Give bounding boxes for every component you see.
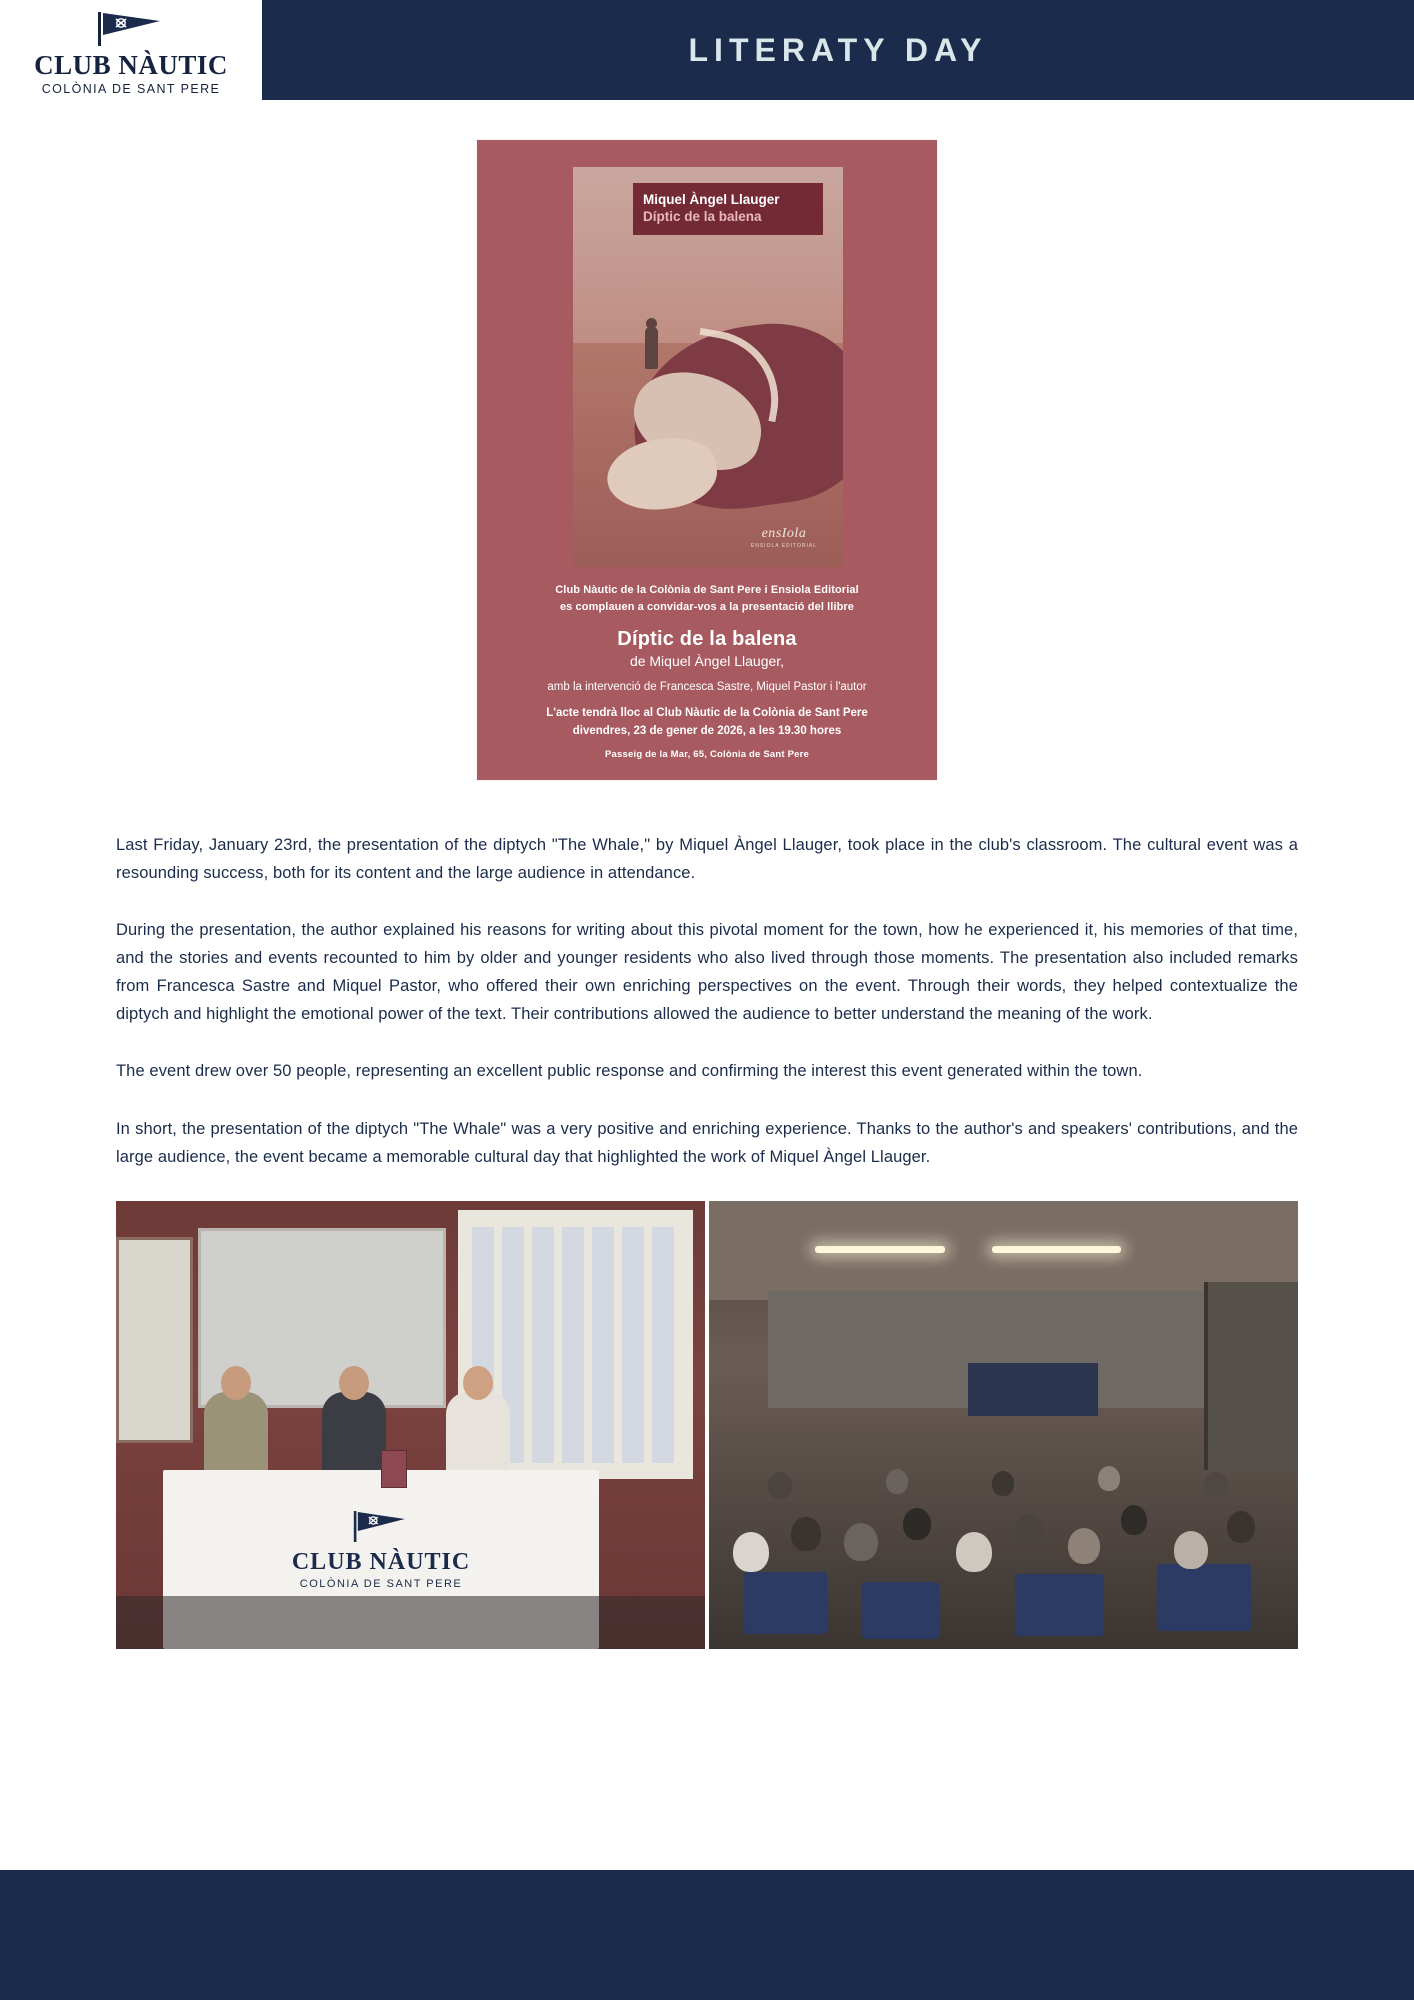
cover-book-title: Díptic de la balena bbox=[643, 209, 762, 225]
article-paragraph-1: Last Friday, January 23rd, the presentation of the diptych "The Whale," by Miquel Àngel Llauger, took place in the club's classroom. The cultural event was a resounding success, both for its content and the large audience in attendance. bbox=[116, 836, 1298, 882]
person-silhouette bbox=[645, 327, 658, 369]
header-banner bbox=[262, 0, 1414, 100]
cover-title-box bbox=[633, 183, 823, 235]
photo-audience bbox=[709, 1201, 1298, 1649]
book-cover-image bbox=[573, 167, 843, 567]
poster-address: Passeig de la Mar, 65, Colònia de Sant Pere bbox=[605, 748, 809, 760]
page-header bbox=[0, 0, 1414, 100]
poster-line-2: es complauen a convidar-vos a la presentació del llibre bbox=[559, 600, 855, 613]
imprint-small: ENSIOLA EDITORIAL bbox=[750, 543, 817, 549]
event-poster bbox=[477, 140, 937, 780]
tablecloth-burgee-icon bbox=[353, 1510, 409, 1544]
photo-left-window bbox=[116, 1237, 193, 1443]
poster-container bbox=[0, 140, 1414, 780]
burgee-pennant-icon bbox=[96, 10, 166, 48]
poster-place-line-1: L'acte tendrà lloc al Club Nàutic de la Colònia de Sant Pere bbox=[546, 707, 868, 720]
photo-left-book-on-table bbox=[381, 1450, 407, 1488]
article-paragraph-4: In short, the presentation of the diptych "The Whale" was a very positive and enriching experience. Thanks to the author's and speakers' contributions, and the large audience, the event became a memorable cultural day that highlighted the work of Miquel Àngel Llauger. bbox=[116, 1120, 1298, 1166]
club-logo bbox=[0, 0, 262, 100]
cover-author: Miquel Àngel Llauger bbox=[643, 192, 780, 207]
tablecloth-subtitle: COLÒNIA DE SANT PERE bbox=[299, 1577, 463, 1590]
article-paragraph-3: The event drew over 50 people, representing an excellent public response and confirming the interest this event generated within the town. bbox=[116, 1062, 1143, 1081]
photo-left-speaker-2 bbox=[322, 1392, 386, 1470]
article-paragraph-2: During the presentation, the author explained his reasons for writing about this pivotal moment for the town, how he experienced it, his memories of that time, and the stories and events recounted to him by older and younger residents who also lived through those moments. The presentation also included remarks from Francesca Sastre and Miquel Pastor, who offered their own enriching perspectives on the event. Through their words, they helped contextualize the diptych and highlight the emotional power of the text. Their contributions allowed the audience to better understand the meaning of the work. bbox=[116, 921, 1298, 1023]
photo-right-light-1 bbox=[815, 1246, 945, 1253]
photo-gallery bbox=[116, 1201, 1298, 1649]
photo-left-speaker-1 bbox=[204, 1392, 268, 1470]
tablecloth-title: CLUB NÀUTIC bbox=[291, 1548, 471, 1575]
photo-speakers-table bbox=[116, 1201, 705, 1649]
poster-author-line: de Miquel Àngel Llauger, bbox=[629, 653, 785, 669]
page-title: LITERATY DAY bbox=[688, 31, 988, 68]
tablecloth-logo bbox=[292, 1510, 470, 1590]
article-body bbox=[116, 832, 1298, 1171]
cover-imprint bbox=[751, 526, 817, 549]
poster-place-line-2: divendres, 23 de gener de 2026, a les 19.30 hores bbox=[572, 724, 842, 737]
logo-subtitle: COLÒNIA DE SANT PERE bbox=[41, 82, 221, 96]
poster-speakers-line: amb la intervenció de Francesca Sastre, Miquel Pastor i l'autor bbox=[547, 681, 867, 693]
photo-right-light-2 bbox=[992, 1246, 1122, 1253]
poster-line-1: Club Nàutic de la Colònia de Sant Pere i Ensiola Editorial bbox=[555, 584, 859, 596]
logo-title: CLUB NÀUTIC bbox=[34, 50, 228, 80]
photo-left-foreground-chairs bbox=[116, 1596, 705, 1650]
photo-left-speaker-3 bbox=[446, 1392, 510, 1470]
poster-text-block bbox=[477, 582, 937, 760]
page-footer bbox=[0, 1870, 1414, 2000]
photo-right-audience-crowd bbox=[709, 1390, 1298, 1650]
poster-book-title: Díptic de la balena bbox=[617, 628, 797, 650]
imprint-name: en bbox=[761, 526, 776, 541]
imprint-name-2: sIola bbox=[775, 526, 807, 541]
